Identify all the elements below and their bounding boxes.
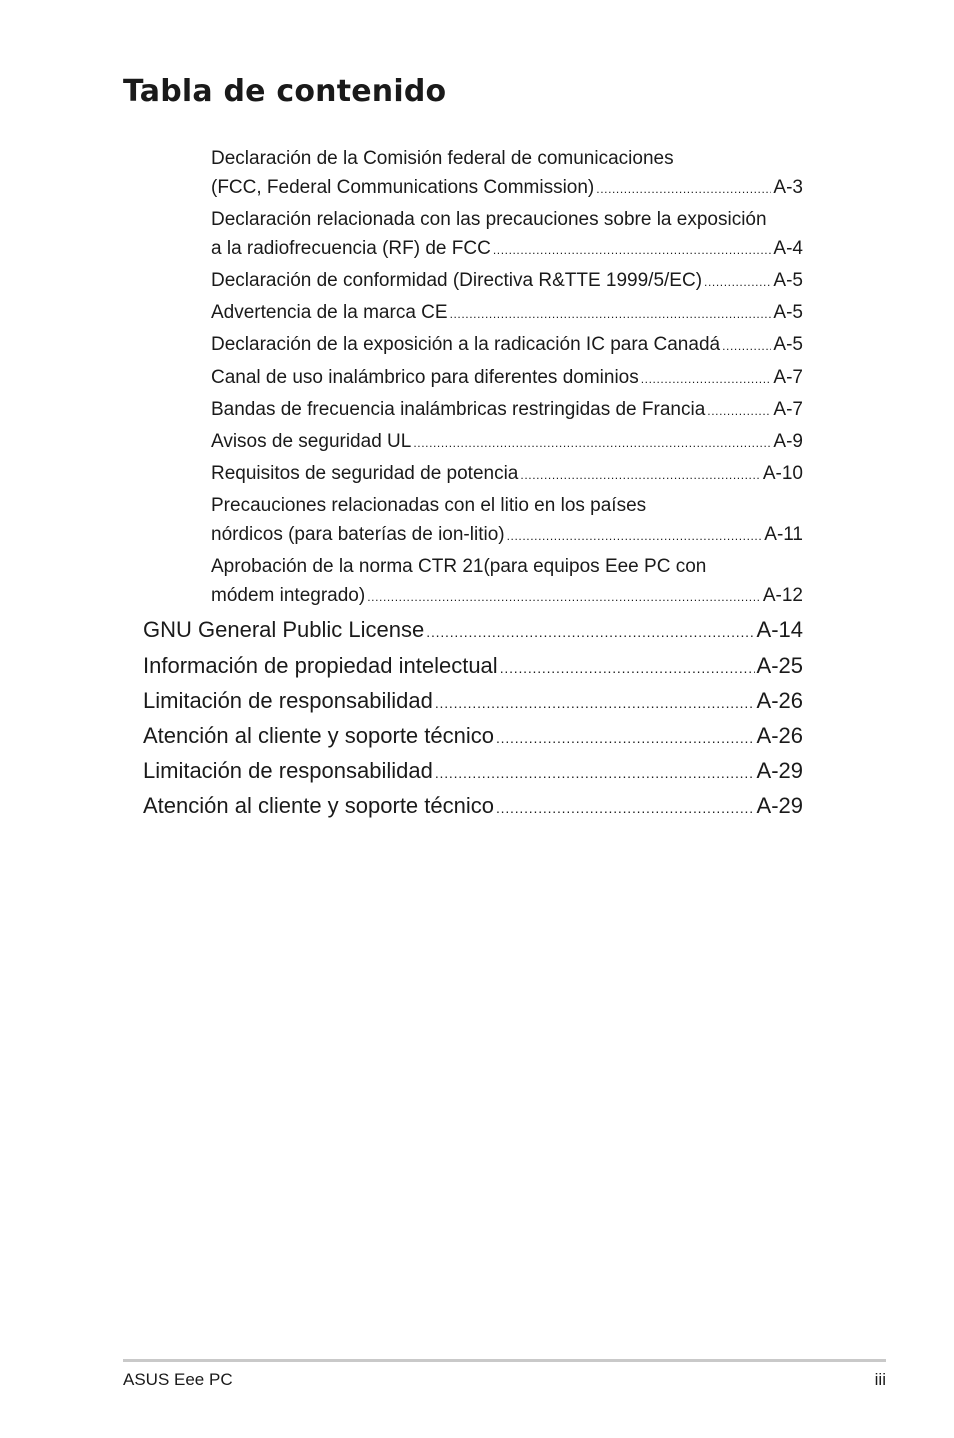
toc-entry[interactable]	[211, 431, 803, 453]
toc-entry-page: A-5	[773, 270, 803, 291]
toc-entry-page: A-29	[756, 793, 803, 818]
toc-entry-line1: Declaración relacionada con las precauciones sobre la exposición	[211, 209, 767, 230]
page-title: Tabla de contenido	[123, 74, 447, 109]
dot-leader	[493, 243, 772, 257]
toc-entry-title: Bandas de frecuencia inalámbricas restringidas de Francia	[211, 399, 706, 420]
toc-entry-title: Requisitos de seguridad de potencia	[211, 463, 519, 484]
toc-entry-page: A-4	[773, 238, 803, 259]
dot-leader	[707, 404, 771, 418]
toc-entry-page: A-12	[762, 585, 803, 606]
toc-entry-line1: Declaración de la Comisión federal de comunicaciones	[211, 148, 674, 169]
toc-main-entry[interactable]	[143, 793, 803, 819]
toc-main-entry[interactable]	[143, 723, 803, 749]
toc-entry-page: A-5	[773, 302, 803, 323]
toc-entry-page: A-25	[756, 653, 803, 678]
toc-entry[interactable]	[211, 367, 803, 389]
toc-entry-title: Atención al cliente y soporte técnico	[143, 793, 494, 818]
toc-entry-page: A-10	[762, 463, 803, 484]
dot-leader	[507, 529, 763, 543]
dot-leader	[496, 730, 755, 746]
dot-leader	[435, 695, 755, 711]
toc-entry-page: A-3	[773, 177, 803, 198]
toc-entry-title: (FCC, Federal Communications Commission)	[211, 177, 595, 198]
toc-main-entry[interactable]	[143, 617, 803, 643]
dot-leader	[413, 436, 771, 450]
toc-entry-title: Atención al cliente y soporte técnico	[143, 723, 494, 748]
toc-entry[interactable]	[211, 177, 803, 199]
toc-entry-title: a la radiofrecuencia (RF) de FCC	[211, 238, 491, 259]
toc-entry-page: A-5	[773, 334, 803, 355]
dot-leader	[704, 275, 771, 289]
dot-leader	[435, 765, 755, 781]
toc-entry-page: A-11	[764, 524, 803, 545]
toc-entry-line1: Precauciones relacionadas con el litio en los países	[211, 495, 647, 516]
toc-main-entry[interactable]	[143, 653, 803, 679]
toc-entry-page: A-7	[773, 399, 803, 420]
toc-main-entry[interactable]	[143, 688, 803, 714]
toc-entry[interactable]	[211, 238, 803, 260]
toc-entry-title: Información de propiedad intelectual	[143, 653, 498, 678]
toc-entry-title: Limitación de responsabilidad	[143, 758, 433, 783]
toc-entry-title: Avisos de seguridad UL	[211, 431, 412, 452]
toc-entry-page: A-14	[756, 617, 803, 642]
toc-entry-page: A-26	[756, 688, 803, 713]
footer-product: ASUS Eee PC	[123, 1370, 233, 1389]
dot-leader	[426, 624, 754, 640]
toc-entry-title: módem integrado)	[211, 585, 366, 606]
toc-entry[interactable]	[211, 463, 803, 485]
toc-entry-title: Canal de uso inalámbrico para diferentes dominios	[211, 367, 639, 388]
toc-entry[interactable]	[211, 585, 803, 607]
dot-leader	[500, 660, 755, 676]
dot-leader	[722, 339, 771, 353]
toc-entry[interactable]	[211, 334, 803, 356]
toc-entry-title: GNU General Public License	[143, 617, 425, 642]
toc-entry-page: A-26	[756, 723, 803, 748]
dot-leader	[367, 590, 761, 604]
toc-entry-page: A-9	[773, 431, 803, 452]
toc-entry-page: A-7	[773, 367, 803, 388]
dot-leader	[520, 468, 760, 482]
toc-entry-title: Advertencia de la marca CE	[211, 302, 448, 323]
footer-page-number: iii	[874, 1370, 886, 1389]
toc-entry[interactable]	[211, 302, 803, 324]
toc-main-entry[interactable]	[143, 758, 803, 784]
dot-leader	[450, 307, 772, 321]
toc-entry[interactable]	[211, 399, 803, 421]
toc-entry[interactable]	[211, 524, 803, 546]
toc-entry-title: Declaración de conformidad (Directiva R&TTE 1999/5/EC)	[211, 270, 703, 291]
toc-entry-title: Declaración de la exposición a la radicación IC para Canadá	[211, 334, 721, 355]
toc-entry-title: nórdicos (para baterías de ion-litio)	[211, 524, 505, 545]
toc-entry-title: Limitación de responsabilidad	[143, 688, 433, 713]
toc-entry[interactable]	[211, 270, 803, 292]
dot-leader	[596, 182, 771, 196]
dot-leader	[641, 372, 772, 386]
footer-divider	[123, 1359, 886, 1362]
dot-leader	[496, 800, 755, 816]
toc-entry-page: A-29	[756, 758, 803, 783]
toc-entry-line1: Aprobación de la norma CTR 21(para equipos Eee PC con	[211, 556, 707, 577]
